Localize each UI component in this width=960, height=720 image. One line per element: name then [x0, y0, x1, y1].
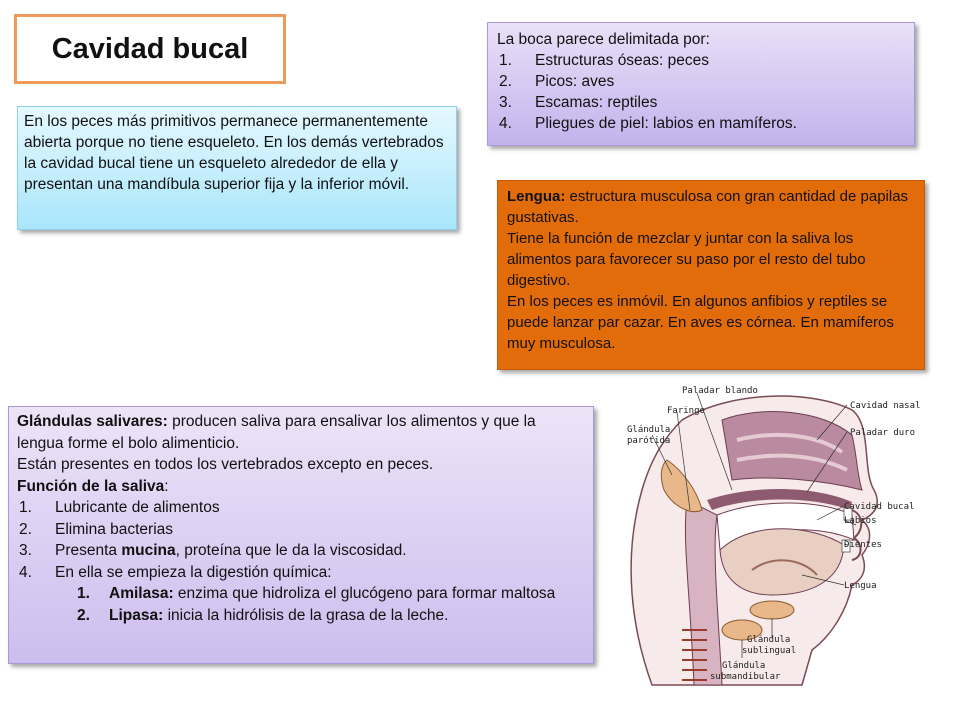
- label-cavidad-nasal: Cavidad nasal: [850, 401, 921, 411]
- salivary-presence: Están presentes en todos los vertebrados excepto en peces.: [17, 456, 434, 473]
- label-paladar-duro: Paladar duro: [850, 428, 916, 438]
- sublingual-gland: [750, 601, 794, 619]
- tongue-function: Tiene la función de mezclar y juntar con la saliva los alimentos para favorecer su paso por el resto del tubo digestivo.: [507, 230, 866, 289]
- saliva-function-list: [17, 497, 585, 583]
- title-box: [14, 14, 286, 84]
- mouth-heading: La boca parece delimitada por:: [497, 31, 710, 48]
- list-item: 3. Presenta mucina, proteína que le da la viscosidad.: [19, 542, 407, 559]
- list-item: 4. En ella se empieza la digestión química:: [19, 563, 332, 581]
- mouth-boundaries-box: [487, 22, 915, 146]
- oral-cavity-diagram: [612, 380, 952, 690]
- fish-info-box: [17, 106, 457, 230]
- label-glandula-submandibular-1: Glándula: [722, 661, 766, 671]
- tongue-info-box: [497, 180, 925, 370]
- saliva-function-heading: Función de la saliva:: [17, 477, 169, 495]
- page-title: Cavidad bucal: [51, 32, 249, 65]
- list-item: 4. Pliegues de piel: labios en mamíferos.: [499, 115, 797, 132]
- label-glandula-parotida-1: Glándula: [627, 425, 671, 435]
- label-paladar-blando: Paladar blando: [682, 386, 758, 396]
- salivary-definition: Glándulas salivares: producen saliva para ensalivar los alimentos y que la lengua forme el bolo alimenticio.: [17, 413, 536, 452]
- salivary-term: Glándulas salivares:: [17, 413, 168, 430]
- list-item: 3. Escamas: reptiles: [499, 94, 658, 111]
- label-dientes: Dientes: [844, 540, 882, 550]
- tongue-vertebrates: En los peces es inmóvil. En algunos anfibios y reptiles se puede lanzar par cazar. En aves es córnea. En mamíferos muy musculosa.: [507, 293, 894, 352]
- list-item: 2. Elimina bacterias: [19, 520, 174, 538]
- label-glandula-sublingual-1: Glándula: [747, 635, 791, 645]
- tongue-term: Lengua:: [507, 188, 566, 205]
- mouth-list: [497, 50, 905, 134]
- label-labios: Labios: [844, 516, 877, 526]
- list-item: 2. Lipasa: inicia la hidrólisis de la grasa de la leche.: [77, 606, 449, 624]
- tongue-definition: Lengua: estructura musculosa con gran cantidad de papilas gustativas.: [507, 188, 909, 226]
- list-item: 1. Amilasa: enzima que hidroliza el glucógeno para formar maltosa: [77, 585, 556, 602]
- list-item: 1. Estructuras óseas: peces: [499, 52, 710, 69]
- salivary-glands-box: [8, 406, 594, 664]
- list-item: 1. Lubricante de alimentos: [19, 499, 220, 516]
- label-glandula-submandibular-2: submandibular: [710, 672, 781, 682]
- fish-text: En los peces más primitivos permanece permanentemente abierta porque no tiene esqueleto. En los demás vertebrados la cavidad bucal tiene un esqueleto alrededor de ella y presentan una mandíbula superior fija y la inferior móvil.: [24, 113, 444, 193]
- label-glandula-parotida-2: parótida: [627, 436, 671, 446]
- list-item: 2. Picos: aves: [499, 73, 615, 90]
- label-faringe: Faringe: [667, 406, 705, 416]
- label-lengua: Lengua: [844, 581, 877, 591]
- enzyme-list: [17, 583, 585, 626]
- label-cavidad-bucal: Cavidad bucal: [844, 502, 915, 512]
- label-glandula-sublingual-2: sublingual: [742, 646, 797, 656]
